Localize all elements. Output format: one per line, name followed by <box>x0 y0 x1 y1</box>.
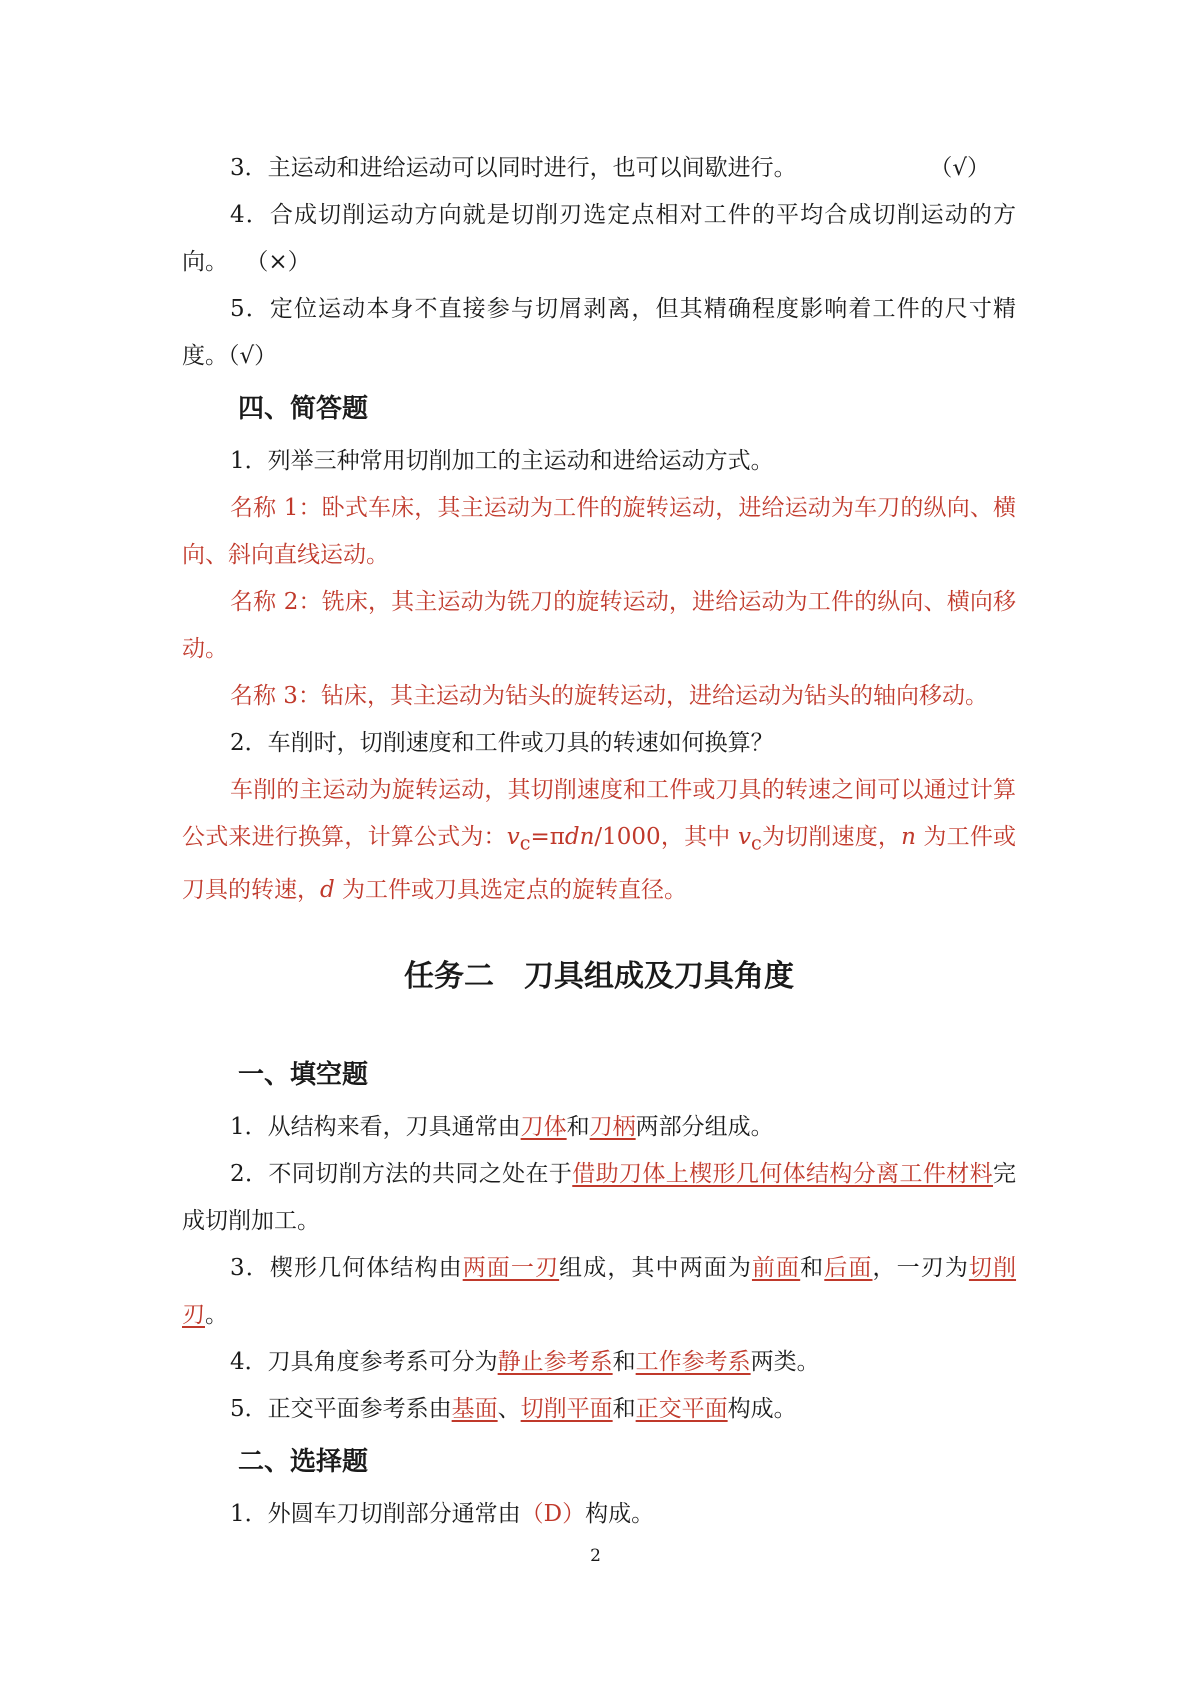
formula-var-dn: dn <box>564 824 595 850</box>
fill-text: 。 <box>205 1301 228 1328</box>
judge-item-3 <box>182 145 1016 192</box>
fill-text: 、 <box>497 1395 521 1422</box>
fill-answer: 刀体 <box>520 1113 567 1140</box>
fill-text: ，一刃为 <box>872 1254 969 1281</box>
judge-item-3-mark: （√） <box>929 155 990 181</box>
formula-sub-c-2: c <box>750 831 762 855</box>
choice-item-1 <box>182 1491 1016 1538</box>
judge-item-5-text: 5．定位运动本身不直接参与切屑剥离，但其精确程度影响着工件的尺寸精度。 <box>182 296 1016 369</box>
choice-text: 1．外圆车刀切削部分通常由 <box>230 1500 521 1527</box>
task-title: 任务二 刀具组成及刀具角度 <box>404 958 794 994</box>
fill-text: 完成切削加工。 <box>182 1160 1017 1234</box>
fill-answer: 正交平面 <box>635 1395 728 1422</box>
judge-item-4 <box>182 192 1016 286</box>
formula-tail: /1000，其中 <box>594 824 738 850</box>
fill-text: 构成。 <box>727 1395 797 1422</box>
fill-text: 5．正交平面参考系由 <box>230 1395 452 1422</box>
fill-answer: 刀柄 <box>589 1113 636 1140</box>
short-answer-1-item-2: 名称 2：铣床，其主运动为铣刀的旋转运动，进给运动为工件的纵向、横向移动。 <box>182 589 1016 662</box>
formula-var-v: v <box>506 824 520 850</box>
fill-answer: 借助刀体上楔形几何体结构分离工件材料 <box>572 1160 994 1187</box>
fill-item-1 <box>182 1104 1016 1151</box>
formula-eq: =π <box>530 824 565 850</box>
short-question-1: 1．列举三种常用切削加工的主运动和进给运动方式。 <box>230 448 774 474</box>
fill-text: 2．不同切削方法的共同之处在于 <box>230 1160 573 1187</box>
fill-answer: 切削刃 <box>182 1254 1017 1328</box>
page-content <box>182 145 1016 1538</box>
spacer <box>182 914 1016 954</box>
judge-item-4-text: 4．合成切削运动方向就是切削刃选定点相对工件的平均合成切削运动的方向。 <box>182 202 1016 275</box>
fill-text: 和 <box>612 1348 636 1375</box>
answer-text-3: 为工件或刀具的转速， <box>182 824 1017 903</box>
formula-var-n: n <box>901 824 916 850</box>
choice-text: 构成。 <box>585 1500 655 1527</box>
fill-item-5 <box>182 1386 1016 1433</box>
fill-text: 组成，其中两面为 <box>559 1254 752 1281</box>
fill-blank-heading: 一、填空题 <box>238 1059 369 1090</box>
judge-item-4-mark: （×） <box>245 249 311 275</box>
fill-text: 和 <box>612 1395 636 1422</box>
page-number: 2 <box>590 1546 601 1566</box>
fill-answer: 后面 <box>824 1254 873 1281</box>
fill-answer: 两面一刃 <box>462 1254 560 1281</box>
answer-text: 车削的主运动为旋转运动，其切削速度和工件或刀具的转速之间可以通过计算公式来进行换算，计算公式为： <box>182 777 1016 850</box>
fill-item-4 <box>182 1339 1016 1386</box>
fill-text: 1．从结构来看，刀具通常由 <box>230 1113 521 1140</box>
short-answer-1-item-1: 名称 1：卧式车床，其主运动为工件的旋转运动，进给运动为车刀的纵向、横向、斜向直线运动。 <box>182 495 1016 568</box>
fill-text: 3．楔形几何体结构由 <box>230 1254 463 1281</box>
short-question-2: 2．车削时，切削速度和工件或刀具的转速如何换算？ <box>230 730 774 756</box>
judge-item-5 <box>182 286 1016 380</box>
fill-answer: 基面 <box>451 1395 498 1422</box>
fill-text: 两类。 <box>750 1348 820 1375</box>
answer-text-4: 为工件或刀具选定点的旋转直径。 <box>334 876 688 903</box>
choice-heading: 二、选择题 <box>238 1446 369 1477</box>
judge-item-5-mark: （√） <box>228 343 278 369</box>
short-answer-2 <box>182 767 1016 914</box>
fill-answer: 前面 <box>751 1254 801 1281</box>
spacer <box>182 1000 1016 1046</box>
fill-text: 4．刀具角度参考系可分为 <box>230 1348 498 1375</box>
formula-var-v-2: v <box>737 824 751 850</box>
fill-answer: 工作参考系 <box>635 1348 751 1375</box>
fill-text: 两部分组成。 <box>635 1113 774 1140</box>
formula-sub-c: c <box>519 831 531 855</box>
fill-text: 和 <box>800 1254 825 1281</box>
fill-answer: 切削平面 <box>520 1395 613 1422</box>
short-answer-1-item-3: 名称 3：钻床，其主运动为钻头的旋转运动，进给运动为钻头的轴向移动。 <box>230 683 988 709</box>
short-answer-heading: 四、简答题 <box>238 394 369 424</box>
choice-answer: （D） <box>520 1500 586 1527</box>
fill-text: 和 <box>566 1113 590 1140</box>
answer-text-2: 为切削速度， <box>761 824 902 850</box>
formula-var-d: d <box>320 876 335 903</box>
fill-item-2 <box>182 1151 1016 1245</box>
fill-answer: 静止参考系 <box>497 1348 613 1375</box>
judge-item-3-text: 3．主运动和进给运动可以同时进行，也可以间歇进行。 <box>230 155 797 181</box>
fill-item-3 <box>182 1245 1016 1339</box>
